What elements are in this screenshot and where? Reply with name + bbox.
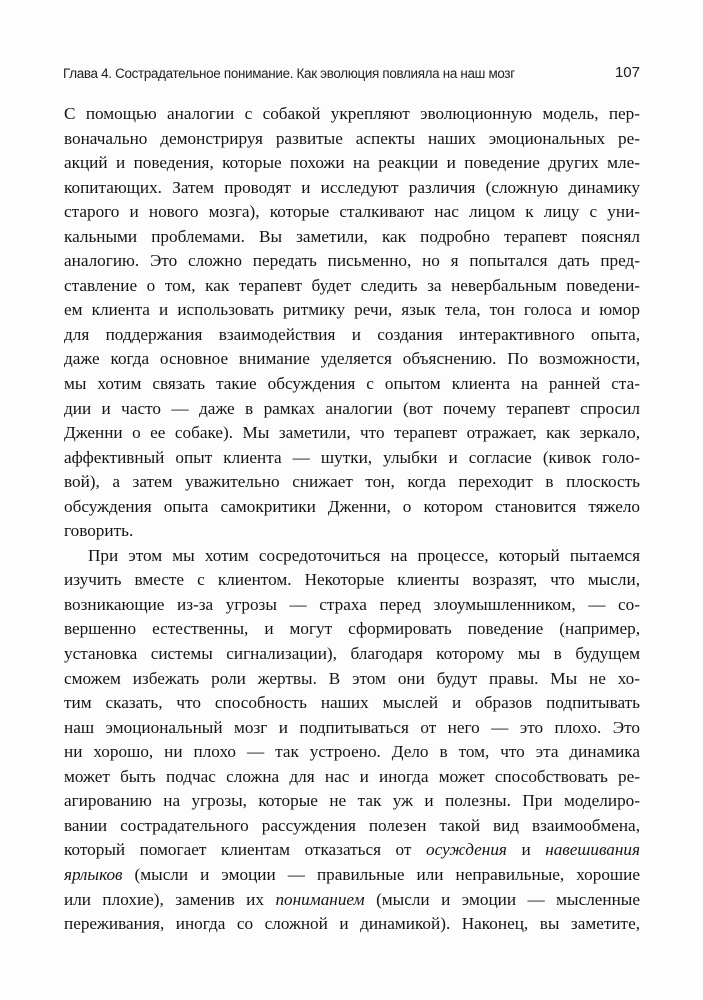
text-line: ем клиента и использовать ритмику речи, язык тела, тон голоса и юмор (64, 300, 640, 320)
text-line (64, 888, 640, 913)
text-line: изучить вместе с клиентом. Некоторые клиенты возразят, что мысли, (64, 570, 640, 590)
text-line: наш эмоциональный мозг и подпитываться от него — это плохо. Это (64, 717, 640, 737)
text-line: воначально демонстрируя развитые аспекты наших эмоциональных ре- (64, 128, 640, 148)
text-line: переживания, иногда со сложной и динамикой). Наконец, вы заметите, (64, 914, 640, 934)
paragraph-2 (64, 544, 640, 937)
text-line: даже когда основное внимание уделяется объяснению. По возможности, (64, 349, 640, 369)
italic-term: ярлыков (64, 864, 123, 884)
text-run: который помогает клиентам отказаться от (64, 840, 426, 860)
text-run: и (506, 840, 546, 860)
italic-term: навешивания (545, 840, 640, 860)
text-line: Дженни о ее собаке). Мы заметили, что терапевт отражает, как зеркало, (64, 423, 640, 443)
text-line: вой), а затем уважительно снижает тон, когда переходит в плоскость (64, 472, 640, 492)
text-line: При этом мы хотим сосредоточиться на процессе, который пытаемся (88, 545, 640, 565)
paragraph-1 (64, 102, 640, 544)
text-line: акций и поведения, которые похожи на реакции и поведение других мле- (64, 153, 640, 173)
text-run: (мысли и эмоции — правильные или неправильные, хорошие (122, 864, 640, 884)
text-line (64, 838, 640, 863)
running-head (63, 66, 640, 86)
body-text (64, 102, 640, 937)
text-line: вершенно естественны, и могут сформировать поведение (например, (64, 619, 640, 639)
text-line: аналогию. Это сложно передать письменно, но я попытался дать пред- (64, 251, 640, 271)
chapter-title: Глава 4. Сострадательное понимание. Как эволюция повлияла на наш мозг (63, 66, 515, 81)
text-run: или плохие), заменив их (64, 889, 276, 909)
text-line (64, 863, 640, 888)
text-line: ни хорошо, ни плохо — так устроено. Дело в том, что эта динамика (64, 742, 640, 762)
italic-term: пониманием (275, 889, 365, 909)
text-line: говорить. (64, 521, 134, 541)
text-line: ставление о том, как терапевт будет следить за невербальным поведени- (64, 275, 640, 295)
text-run: (мысли и эмоции — мысленные (364, 889, 640, 909)
text-line: может быть подчас сложна для нас и иногда может способствовать ре- (64, 766, 640, 786)
text-line: кальными проблемами. Вы заметили, как подробно терапевт пояснял (64, 226, 640, 246)
text-line: агированию на угрозы, которые не так уж и полезны. При моделиро- (64, 791, 640, 811)
text-line: С помощью аналогии с собакой укрепляют эволюционную модель, пер- (64, 104, 640, 123)
text-line: возникающие из-за угрозы — страха перед злоумышленником, — со- (64, 594, 640, 614)
text-line: обсуждения опыта самокритики Дженни, о котором становится тяжело (64, 496, 640, 516)
text-line: тим сказать, что способность наших мыслей и образов подпитывать (64, 693, 640, 713)
text-line: вании сострадательного рассуждения полезен такой вид взаимообмена, (64, 815, 640, 835)
text-line: для поддержания взаимодействия и создания интерактивного опыта, (64, 324, 640, 344)
text-line: мы хотим связать такие обсуждения с опытом клиента на ранней ста- (64, 374, 640, 394)
text-line: аффективный опыт клиента — шутки, улыбки и согласие (кивок голо- (64, 447, 640, 467)
text-line: дии и часто — даже в рамках аналогии (вот почему терапевт спросил (64, 398, 640, 418)
italic-term: осуждения (425, 840, 507, 860)
text-line: старого и нового мозга), которые сталкивают нас лицом к лицу с уни- (64, 202, 640, 222)
page-number: 107 (614, 64, 640, 81)
text-line: установка системы сигнализации), благодаря которому мы в будущем (64, 644, 640, 664)
text-line: копитающих. Затем проводят и исследуют различия (сложную динамику (64, 177, 640, 197)
text-line: сможем избежать роли жертвы. В этом они будут правы. Мы не хо- (64, 668, 640, 688)
